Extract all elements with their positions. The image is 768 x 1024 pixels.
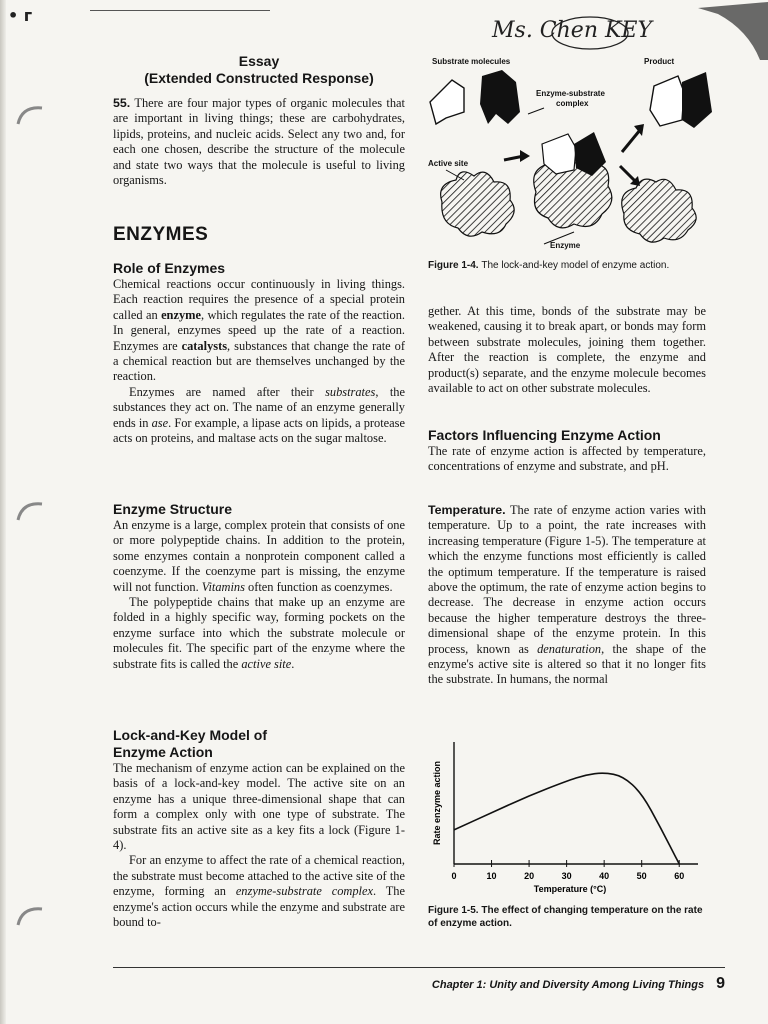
section-title: ENZYMES xyxy=(113,224,209,245)
lock-key-body: The mechanism of enzyme action can be explained on the basis of a lock-and-key model. The active site on an enzyme has a unique three-dimensional shape that can form a complex only with one type of substrate. The substrate fits an active site as a key fits a lock (Figure 1-4). For an enzyme to affect the rate of a chemical reaction, the substrate must become attached to the active site of the enzyme, forming an enzyme-substrate complex. The enzyme's action occurs while the enzyme and substrate are bound to- xyxy=(113,761,405,930)
term-catalysts: catalysts xyxy=(181,338,228,353)
term-denaturation: denaturation xyxy=(537,641,602,656)
term-vitamins: Vitamins xyxy=(201,579,245,594)
chapter-title: Chapter 1: Unity and Diversity Among Living Things xyxy=(431,979,705,991)
binder-hole xyxy=(16,102,44,126)
role-heading: Role of Enzymes xyxy=(113,260,226,276)
pointer-line xyxy=(528,108,544,114)
arrow-icon xyxy=(620,166,636,182)
x-tick-label: 0 xyxy=(451,871,457,881)
figure-1-5-caption-num: Figure 1-5. xyxy=(428,905,479,916)
page-footer xyxy=(300,975,725,993)
label-product: Product xyxy=(644,57,675,66)
x-tick-label: 60 xyxy=(674,871,685,881)
term-ase: ase xyxy=(151,415,169,430)
essay-question xyxy=(113,96,405,188)
product-black-shape xyxy=(682,72,712,128)
enzyme-shape-1 xyxy=(441,172,515,236)
label-es-complex-2: complex xyxy=(556,99,589,108)
rate-curve xyxy=(454,773,679,864)
structure-body: An enzyme is a large, complex protein that consists of one or more polypeptide chains. In addition to the protein, some enzymes contain a nonprotein component called a coenzyme. If the coenzyme part is missing, the enzyme will not function. Vitamins often function as coenzymes. The polypeptide chains that make up an enzyme are folded in a highly specific way, forming pockets on the enzyme surface into which the substrate molecule or molecules fit. The specific part of the enzyme where the substrate fits is called the active site. xyxy=(113,518,405,671)
scan-edge xyxy=(0,0,6,1024)
structure-heading: Enzyme Structure xyxy=(113,501,233,517)
x-tick-label: 40 xyxy=(599,871,610,881)
term-active-site: active site xyxy=(241,656,292,671)
term-es-complex: enzyme-substrate complex xyxy=(235,884,373,899)
label-es-complex-1: Enzyme-substrate xyxy=(536,89,605,98)
corner-mark: • ᴦ xyxy=(8,6,33,25)
y-axis-label: Rate enzyme action xyxy=(432,760,442,846)
factors-intro: The rate of enzyme action is affected by temperature, concentrations of enzyme and substrate, and pH. xyxy=(428,444,706,474)
note-text: Ms. Chen KEY xyxy=(492,18,653,43)
top-rule xyxy=(90,10,270,11)
temperature-body: Temperature. The rate of enzyme action varies with temperature. Up to a point, the rate increases with increasing temperature (Figure 1-5). The temperature at which the enzyme functions most efficiently is called the optimum temperature. If the temperature is raised above the optimum, the rate of enzyme action begins to decrease. The decrease in enzyme action occurs because the higher temperature destroys the three-dimensional shape of the enzyme protein. In this process, known as denaturation, the shape of the enzyme's active site is altered so that it no longer fits the substrate. In humans, the normal xyxy=(428,503,706,687)
role-body: Chemical reactions occur continuously in living things. Each reaction requires the presence of a special protein called an enzyme, which regulates the rate of the reaction. In general, enzymes speed up the rate of a reaction. Enzymes are catalysts, substances that change the rate of a chemical reaction but are themselves unchanged by the reaction. Enzymes are named after their substrates, the substances they act on. The name of an enzyme generally ends in ase. For example, a lipase acts on lipids, a protease acts on proteins, and maltase acts on the sugar maltose. xyxy=(113,277,406,446)
x-tick-label: 50 xyxy=(636,871,647,881)
figure-1-5-caption xyxy=(428,904,706,930)
teacher-handwritten-note xyxy=(486,14,653,54)
figure-1-5-chart xyxy=(428,736,708,900)
arrow-head-icon xyxy=(520,150,530,162)
figure-1-4-diagram xyxy=(424,52,714,258)
temperature-run-head: Temperature. xyxy=(428,503,506,517)
scan-shadow xyxy=(698,0,768,60)
label-active-site: Active site xyxy=(428,159,469,168)
substrate-white-shape xyxy=(430,80,464,124)
page-number: 9 xyxy=(716,975,725,992)
binder-hole xyxy=(16,903,44,927)
x-tick-label: 30 xyxy=(561,871,572,881)
essay-title: Essay xyxy=(238,53,280,69)
question-number: 55. xyxy=(113,96,131,110)
essay-subtitle: (Extended Constructed Response) xyxy=(144,70,374,86)
figure-1-4-caption: Figure 1-4. The lock-and-key model of enzyme action. xyxy=(428,260,670,271)
substrate-black-shape xyxy=(480,70,520,124)
enzyme-shape-3 xyxy=(622,179,696,242)
binder-hole xyxy=(16,498,44,522)
label-substrate-molecules: Substrate molecules xyxy=(432,57,511,66)
x-axis-label: Temperature (°C) xyxy=(533,884,607,894)
factors-heading: Factors Influencing Enzyme Action xyxy=(428,427,661,443)
x-tick-label: 20 xyxy=(524,871,535,881)
arrow-icon xyxy=(622,130,640,152)
question-text: There are four major types of organic molecules that are important in living things; these are carbohydrates, lipids, proteins, and nucleic acids. Select any two and, for each one chosen, describe the structure of the molecule and state two ways that the molecule is useful to living organisms. xyxy=(113,96,406,188)
figure-1-5-caption-text: The effect of changing temperature on the rate of enzyme action. xyxy=(428,905,703,929)
product-white-shape xyxy=(650,76,684,126)
footer-rule xyxy=(113,967,725,968)
lock-key-continued: gether. At this time, bonds of the substrate may be weakened, causing it to break apart, or bonds may form between substrate molecules, joining them together. After the reaction is complete, the enzyme and product(s) separate, and the enzyme molecule becomes available to act on other substrate molecules. xyxy=(428,304,706,396)
term-enzyme: enzyme xyxy=(161,307,201,322)
lock-key-heading: Lock-and-Key Model of Enzyme Action xyxy=(113,727,268,760)
term-substrates: substrates xyxy=(325,384,376,399)
x-tick-label: 10 xyxy=(486,871,497,881)
label-enzyme: Enzyme xyxy=(550,241,581,250)
